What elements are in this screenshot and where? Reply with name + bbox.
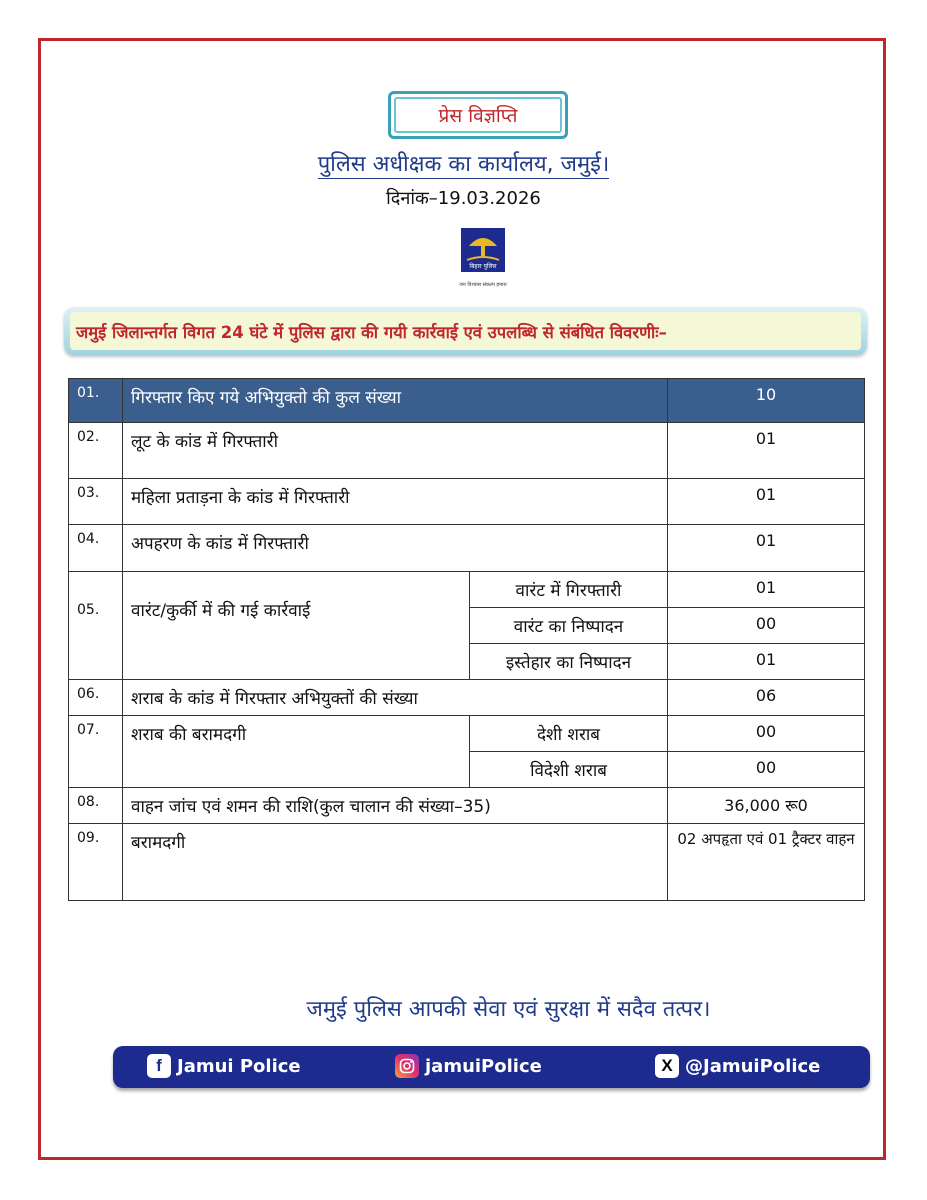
logo-trunk: [481, 244, 485, 256]
sub-value: 00: [668, 716, 865, 752]
sub-value: 00: [668, 608, 865, 644]
row-number: 03.: [69, 479, 123, 525]
logo-text: बिहार पुलिस: [469, 263, 497, 270]
row-label: शराब के कांड में गिरफ्तार अभियुक्तों की संख्या: [123, 680, 668, 716]
bihar-police-logo: [445, 226, 521, 292]
row-value: 10: [668, 379, 865, 423]
facebook-handle: Jamui Police: [177, 1055, 301, 1077]
footer-slogan: जमुई पुलिस आपकी सेवा एवं सुरक्षा में सदैव तत्पर।: [306, 997, 711, 1022]
row-label: शराब की बरामदगी: [123, 716, 470, 788]
table-row: [69, 716, 865, 752]
facebook-link[interactable]: [147, 1054, 301, 1078]
social-media-bar: [113, 1046, 870, 1088]
summary-banner: [64, 307, 867, 355]
sub-label: वारंट का निष्पादन: [470, 608, 668, 644]
x-handle: @JamuiPolice: [685, 1055, 821, 1077]
table-row: [69, 479, 865, 525]
instagram-icon: [395, 1054, 419, 1078]
table-row: [69, 525, 865, 572]
table-row: [69, 423, 865, 479]
row-number: 06.: [69, 680, 123, 716]
office-title: पुलिस अधीक्षक का कार्यालय, जमुई।: [317, 152, 610, 177]
release-date: दिनांक–19.03.2026: [386, 188, 541, 209]
sub-label: इस्तेहार का निष्पादन: [470, 644, 668, 680]
row-value: 01: [668, 423, 865, 479]
row-value: 06: [668, 680, 865, 716]
table-row: [69, 788, 865, 824]
row-value: 01: [668, 479, 865, 525]
press-release-badge: [388, 91, 568, 139]
row-label: महिला प्रताड़ना के कांड में गिरफ्तारी: [123, 479, 668, 525]
x-icon: X: [655, 1054, 679, 1078]
table-row: [69, 680, 865, 716]
row-number: 01.: [69, 379, 123, 423]
row-number: 08.: [69, 788, 123, 824]
summary-banner-text: जमुई जिलान्तर्गत विगत 24 घंटे में पुलिस द्वारा की गयी कार्रवाई एवं उपलब्धि से संबंधित विवरणीः–: [70, 312, 861, 350]
sub-label: विदेशी शराब: [470, 752, 668, 788]
sub-value: 01: [668, 644, 865, 680]
facebook-icon: f: [147, 1054, 171, 1078]
sub-label: वारंट में गिरफ्तारी: [470, 572, 668, 608]
row-label: वारंट/कुर्की में की गई कार्रवाई: [123, 572, 470, 680]
table-row: [69, 572, 865, 608]
sub-label: देशी शराब: [470, 716, 668, 752]
table-row: [69, 379, 865, 423]
row-number: 05.: [69, 572, 123, 680]
action-report-table: [68, 378, 865, 901]
row-number: 07.: [69, 716, 123, 788]
row-value: 02 अपहृता एवं 01 ट्रैक्टर वाहन: [668, 824, 865, 901]
press-release-title: प्रेस विज्ञप्ति: [394, 97, 562, 133]
logo-motto: जन विश्वास संकल्प हमारा: [459, 282, 507, 288]
sub-value: 00: [668, 752, 865, 788]
row-number: 04.: [69, 525, 123, 572]
x-link[interactable]: [655, 1054, 820, 1078]
sub-value: 01: [668, 572, 865, 608]
row-number: 09.: [69, 824, 123, 901]
row-label: अपहरण के कांड में गिरफ्तारी: [123, 525, 668, 572]
instagram-handle: jamuiPolice: [425, 1055, 542, 1077]
instagram-link[interactable]: [395, 1054, 542, 1078]
row-label: लूट के कांड में गिरफ्तारी: [123, 423, 668, 479]
row-number: 02.: [69, 423, 123, 479]
row-value: 36,000 रू0: [668, 788, 865, 824]
row-value: 01: [668, 525, 865, 572]
row-label: गिरफ्तार किए गये अभियुक्तो की कुल संख्या: [123, 379, 668, 423]
office-heading: [0, 148, 927, 178]
table-row: [69, 824, 865, 901]
row-label: बरामदगी: [123, 824, 668, 901]
row-label: वाहन जांच एवं शमन की राशि(कुल चालान की संख्या–35): [123, 788, 668, 824]
